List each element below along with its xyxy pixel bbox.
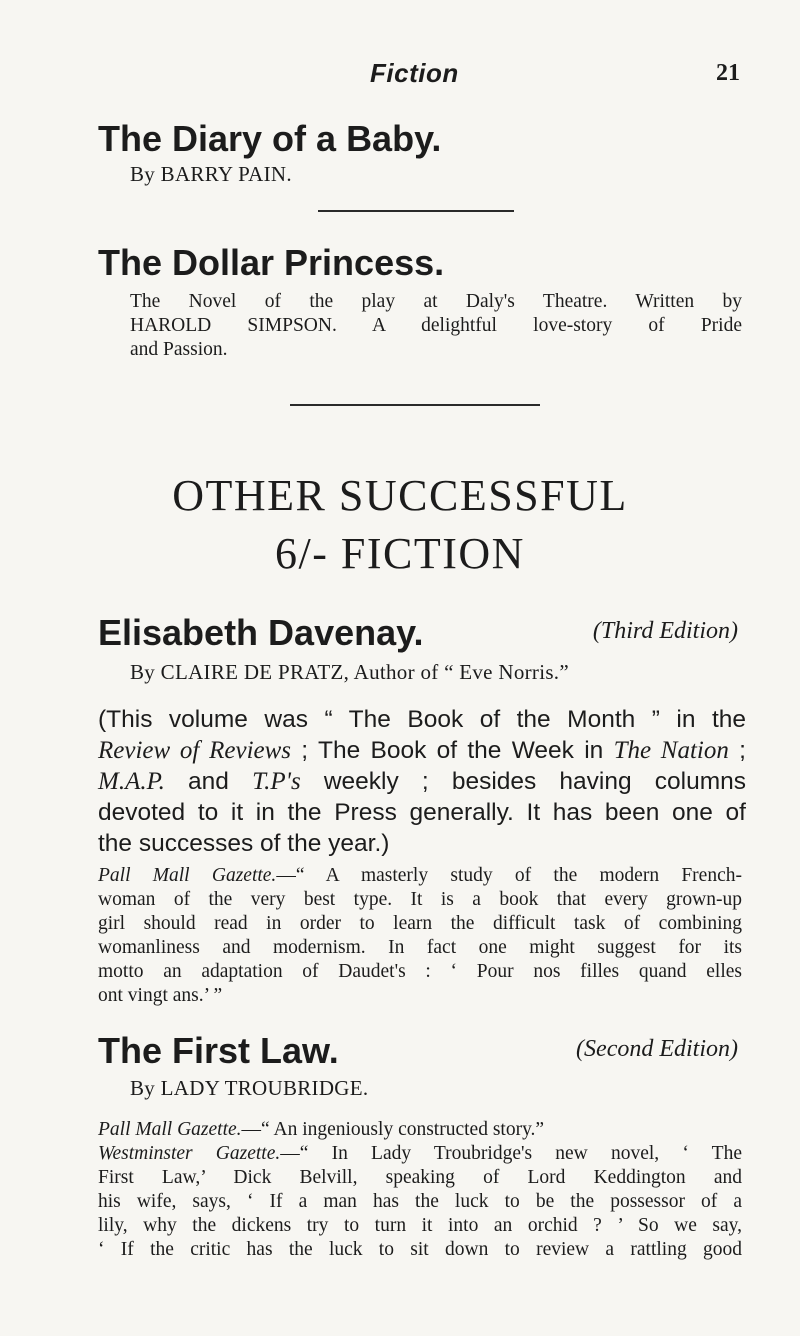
description-line: HAROLD SIMPSON. A delightful love-story of Pride [130,315,742,336]
review-line [98,864,742,888]
review-line: lily, why the dickens try to turn it into an orchid ? ’ So we say, [98,1215,742,1236]
description-line: The Novel of the play at Daly's Theatre. Written by [130,291,742,312]
section-title: Fiction [370,58,459,88]
book-entry-dollar-princess [98,242,742,362]
section-heading-line1: OTHER SUCCESSFUL [172,471,628,520]
book-author: By BARRY PAIN. [130,162,292,186]
review-text: —“ A masterly study of the modern French- [276,865,742,886]
review-line: girl should read in order to learn the difficult task of combining [98,913,742,934]
book-title: The Dollar Princess. [98,242,445,283]
review-line [98,1142,742,1166]
periodical-title: M.A.P. [98,768,165,795]
book-edition: (Third Edition) [592,618,738,644]
review-line: womanliness and modernism. In fact one might suggest for its [98,937,742,958]
book-entry-elisabeth-davenay [98,612,738,686]
book-description [130,290,742,362]
page-number: 21 [716,60,740,86]
blurb-text: weekly ; besides having columns [300,768,746,795]
running-head [0,58,800,98]
book-blurb [98,704,746,859]
book-entry-diary-of-a-baby [98,118,738,188]
review-source: Westminster Gazette. [98,1143,281,1164]
review-line: his wife, says, ‘ If a man has the luck to be the possessor of a [98,1191,742,1212]
review-line: ont vingt ans.’ ” [98,985,223,1006]
review-line: First Law,’ Dick Belvill, speaking of Lord Keddington and [98,1167,742,1188]
book-title: Elisabeth Davenay. [98,612,424,653]
blurb-line [98,735,746,766]
blurb-text: ; [728,737,746,764]
book-author: By CLAIRE DE PRATZ, Author of “ Eve Norris.” [130,660,569,684]
blurb-text: and [164,768,253,795]
book-entry-first-law [98,1030,738,1102]
review-line: ‘ If the critic has the luck to sit down to review a rattling good [98,1239,742,1260]
separator-rule [290,404,540,406]
review-source: Pall Mall Gazette. [98,865,277,886]
book-title: The Diary of a Baby. [98,118,442,159]
book-edition: (Second Edition) [576,1036,738,1062]
review-source: Pall Mall Gazette. [98,1119,242,1140]
periodical-title: T.P's [252,768,301,795]
review-text: —“ An ingeniously constructed story.” [241,1119,545,1140]
separator-rule [318,210,514,212]
review-text: —“ In Lady Troubridge's new novel, ‘ The [280,1143,742,1164]
blurb-line: the successes of the year.) [98,830,390,857]
blurb-line [98,766,746,797]
blurb-line: (This volume was “ The Book of the Month ” in the [98,706,746,733]
description-line: and Passion. [130,339,228,360]
review-line: motto an adaptation of Daudet's : ‘ Pour nos filles quand elles [98,961,742,982]
blurb-line: devoted to it in the Press generally. It has been one of [98,799,746,826]
periodical-title: The Nation [613,737,729,764]
press-review [98,864,742,1008]
book-title: The First Law. [98,1030,339,1071]
book-author: By LADY TROUBRIDGE. [130,1076,369,1100]
review-line [98,1118,742,1142]
blurb-text: ; The Book of the Week in [291,737,614,764]
press-reviews [98,1118,742,1262]
section-heading-line2: 6/- FICTION [275,529,525,578]
review-line: woman of the very best type. It is a book that every grown-up [98,889,742,910]
periodical-title: Review of Reviews [98,737,292,764]
